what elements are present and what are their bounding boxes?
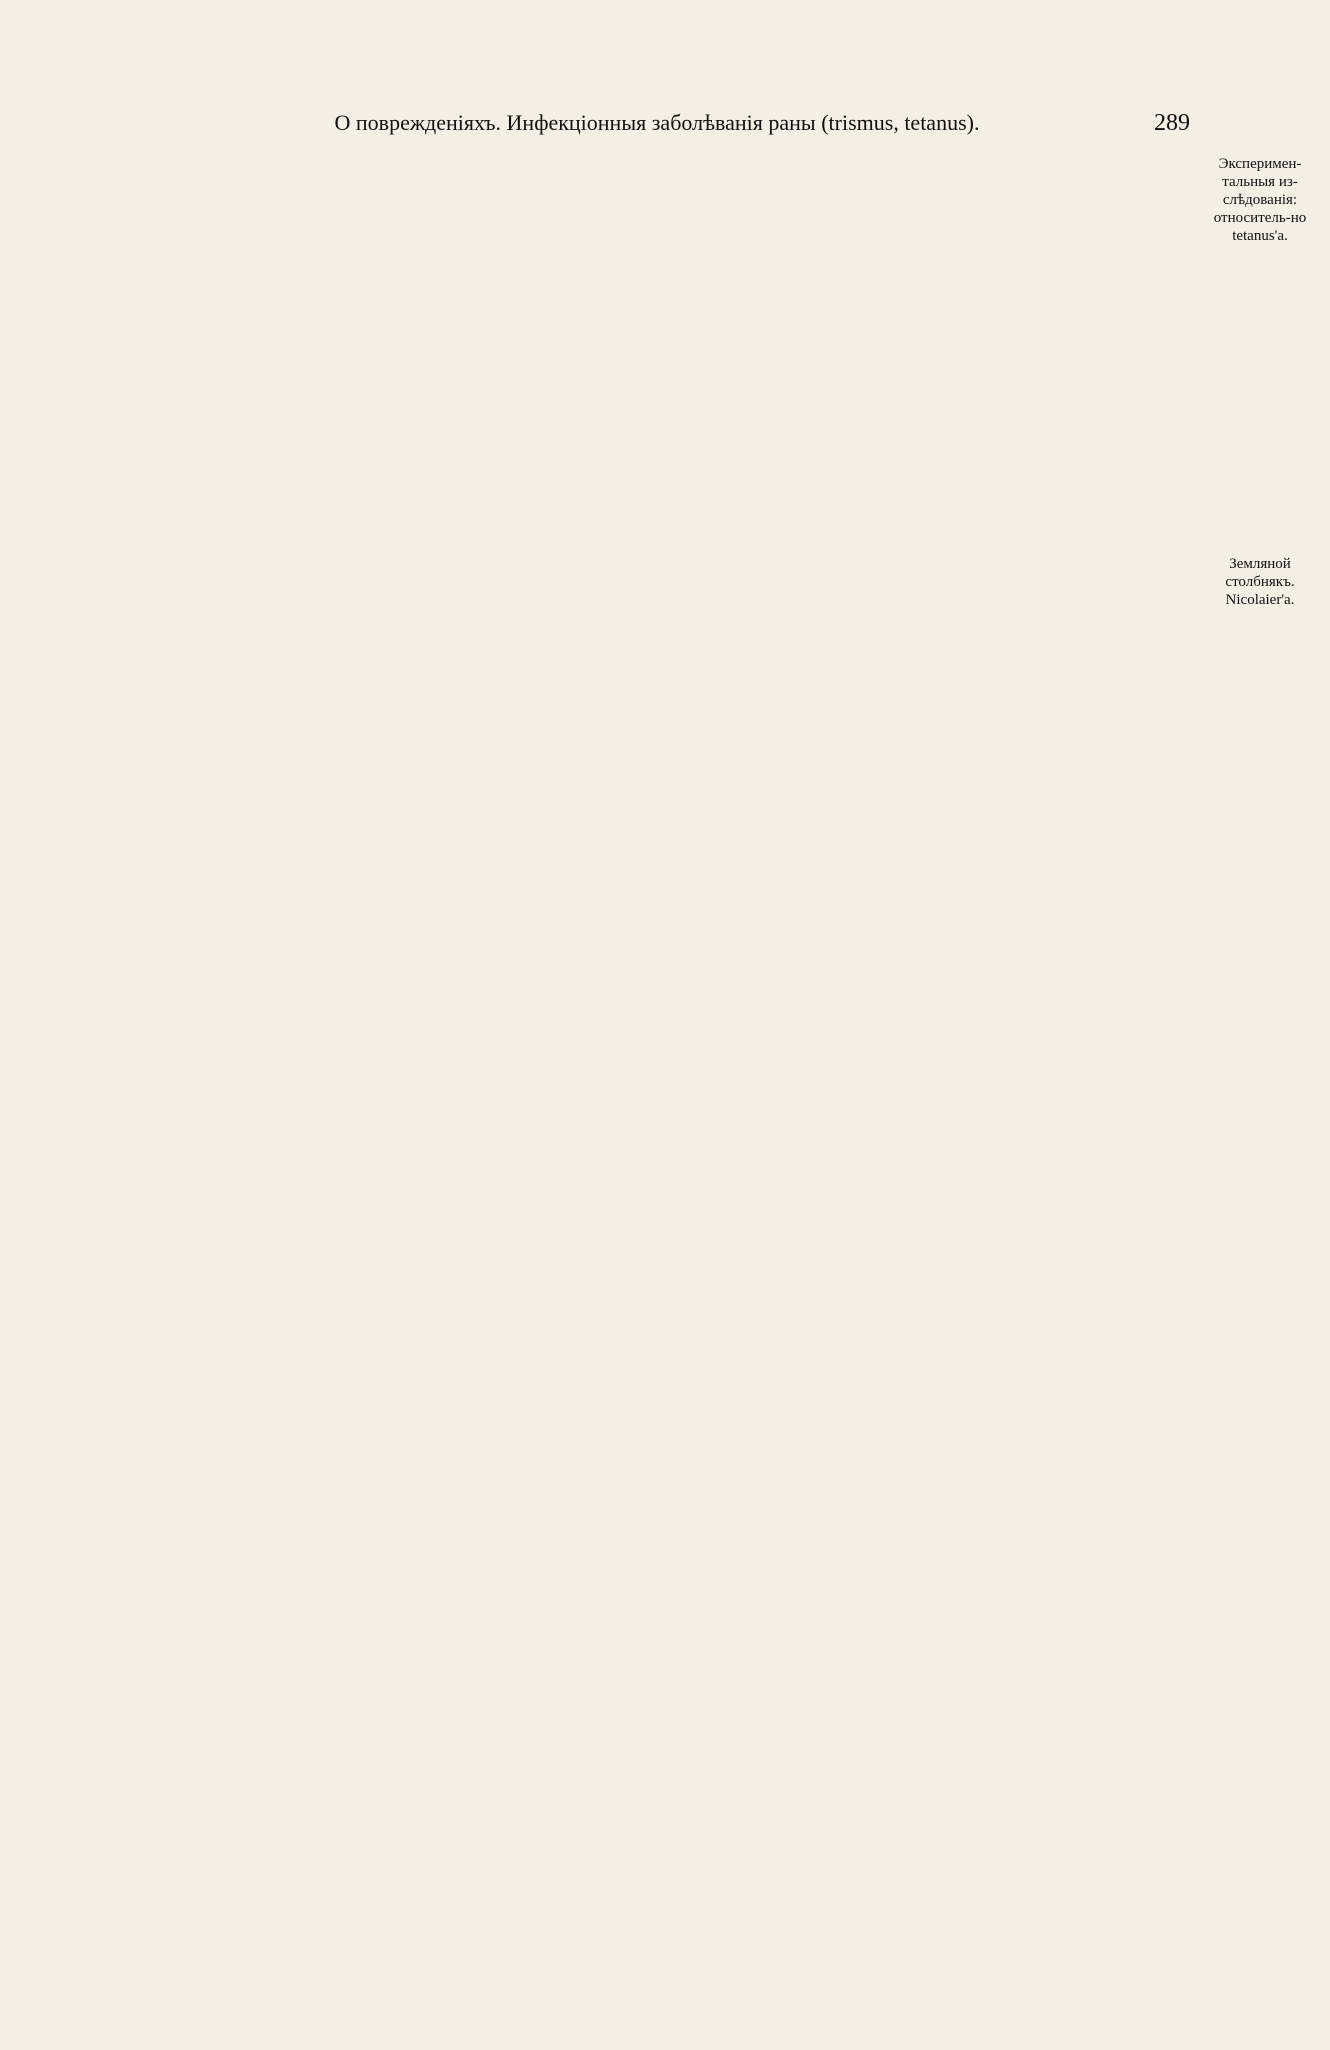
running-title: О поврежденіяхъ. Инфекціонныя заболѣванія раны (trismus, tetanus). — [334, 110, 980, 135]
page-number: 289 — [1154, 110, 1190, 136]
running-head — [200, 110, 1190, 137]
margin-note-experimental: Эксперимен-тальныя из-слѣдованія: относитель-но tetanus'a. — [1213, 156, 1307, 244]
margin-note-earth-tetanus: Земляной столбнякъ. Nicolaier'a. — [1225, 556, 1295, 608]
